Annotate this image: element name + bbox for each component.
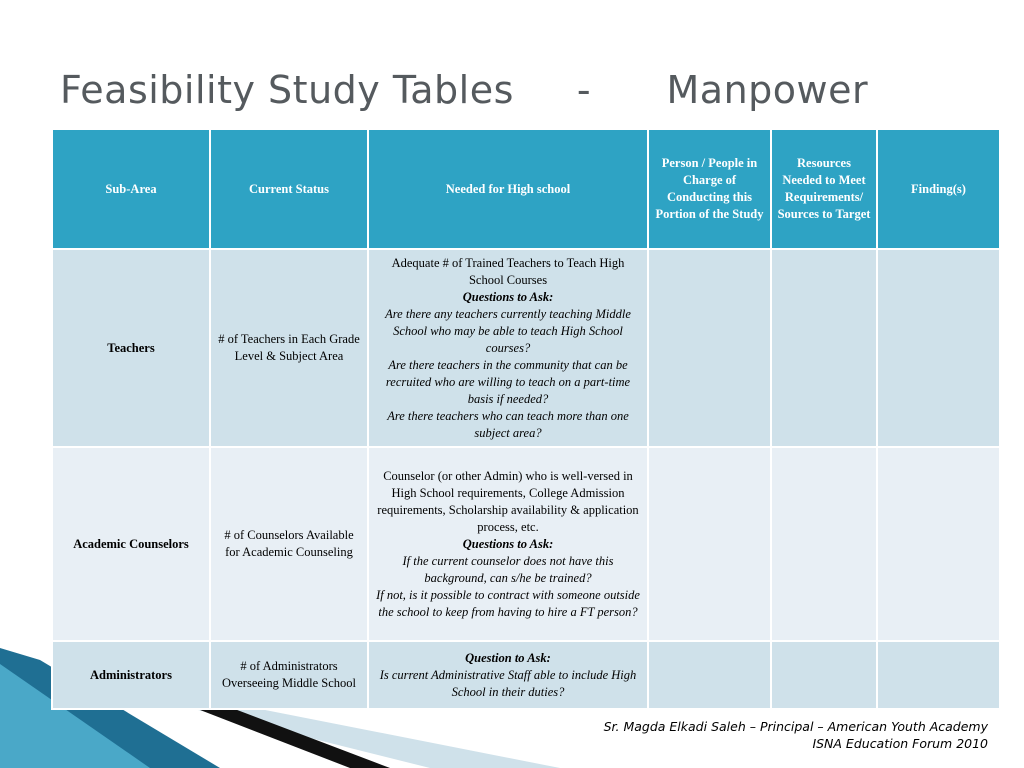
question-item: If not, is it possible to contract with someone outside the school to keep from having to hire a FT person? xyxy=(376,587,640,619)
needed-intro: Counselor (or other Admin) who is well-versed in High School requirements, College Admission requirements, Scholarship availability & application process, etc. xyxy=(377,468,639,534)
questions-heading: Questions to Ask: xyxy=(462,289,554,304)
cell-person-in-charge xyxy=(648,249,771,447)
cell-needed xyxy=(368,249,648,447)
feasibility-table-container xyxy=(51,128,999,710)
cell-resources xyxy=(771,447,877,641)
questions-heading: Question to Ask: xyxy=(465,650,551,665)
header-findings: Finding(s) xyxy=(877,129,1000,249)
question-item: Are there any teachers currently teaching Middle School who may be able to teach High School courses? xyxy=(385,306,631,355)
header-current-status: Current Status xyxy=(210,129,368,249)
cell-current-status: # of Administrators Overseeing Middle School xyxy=(210,641,368,709)
table-row-teachers xyxy=(52,249,1000,447)
header-sub-area: Sub-Area xyxy=(52,129,210,249)
cell-person-in-charge xyxy=(648,447,771,641)
question-item: If the current counselor does not have this background, can s/he be trained? xyxy=(402,553,614,585)
question-item: Are there teachers in the community that can be recruited who are willing to teach on a part-time basis if needed? xyxy=(385,357,631,406)
table-row-administrators xyxy=(52,641,1000,709)
cell-resources xyxy=(771,249,877,447)
cell-needed xyxy=(368,447,648,641)
cell-current-status: # of Counselors Available for Academic Counseling xyxy=(210,447,368,641)
table-row-academic-counselors xyxy=(52,447,1000,641)
cell-sub-area: Administrators xyxy=(52,641,210,709)
header-resources-needed: Resources Needed to Meet Requirements/ Sources to Target xyxy=(771,129,877,249)
slide-footer xyxy=(604,718,988,752)
question-item: Are there teachers who can teach more than one subject area? xyxy=(387,408,629,440)
question-item: Is current Administrative Staff able to include High School in their duties? xyxy=(379,667,637,699)
questions-heading: Questions to Ask: xyxy=(462,536,554,551)
cell-sub-area: Academic Counselors xyxy=(52,447,210,641)
cell-sub-area: Teachers xyxy=(52,249,210,447)
cell-resources xyxy=(771,641,877,709)
feasibility-table xyxy=(51,128,1001,710)
cell-needed xyxy=(368,641,648,709)
cell-current-status: # of Teachers in Each Grade Level & Subject Area xyxy=(210,249,368,447)
needed-intro: Adequate # of Trained Teachers to Teach High School Courses xyxy=(391,255,625,287)
cell-findings xyxy=(877,641,1000,709)
header-person-in-charge: Person / People in Charge of Conducting this Portion of the Study xyxy=(648,129,771,249)
cell-findings xyxy=(877,447,1000,641)
footer-event-line: ISNA Education Forum 2010 xyxy=(812,736,988,751)
cell-person-in-charge xyxy=(648,641,771,709)
header-needed-for-high-school: Needed for High school xyxy=(368,129,648,249)
cell-findings xyxy=(877,249,1000,447)
slide-title: Feasibility Study Tables - Manpower xyxy=(60,68,869,112)
footer-author-line: Sr. Magda Elkadi Saleh – Principal – American Youth Academy xyxy=(603,719,988,734)
table-header-row xyxy=(52,129,1000,249)
